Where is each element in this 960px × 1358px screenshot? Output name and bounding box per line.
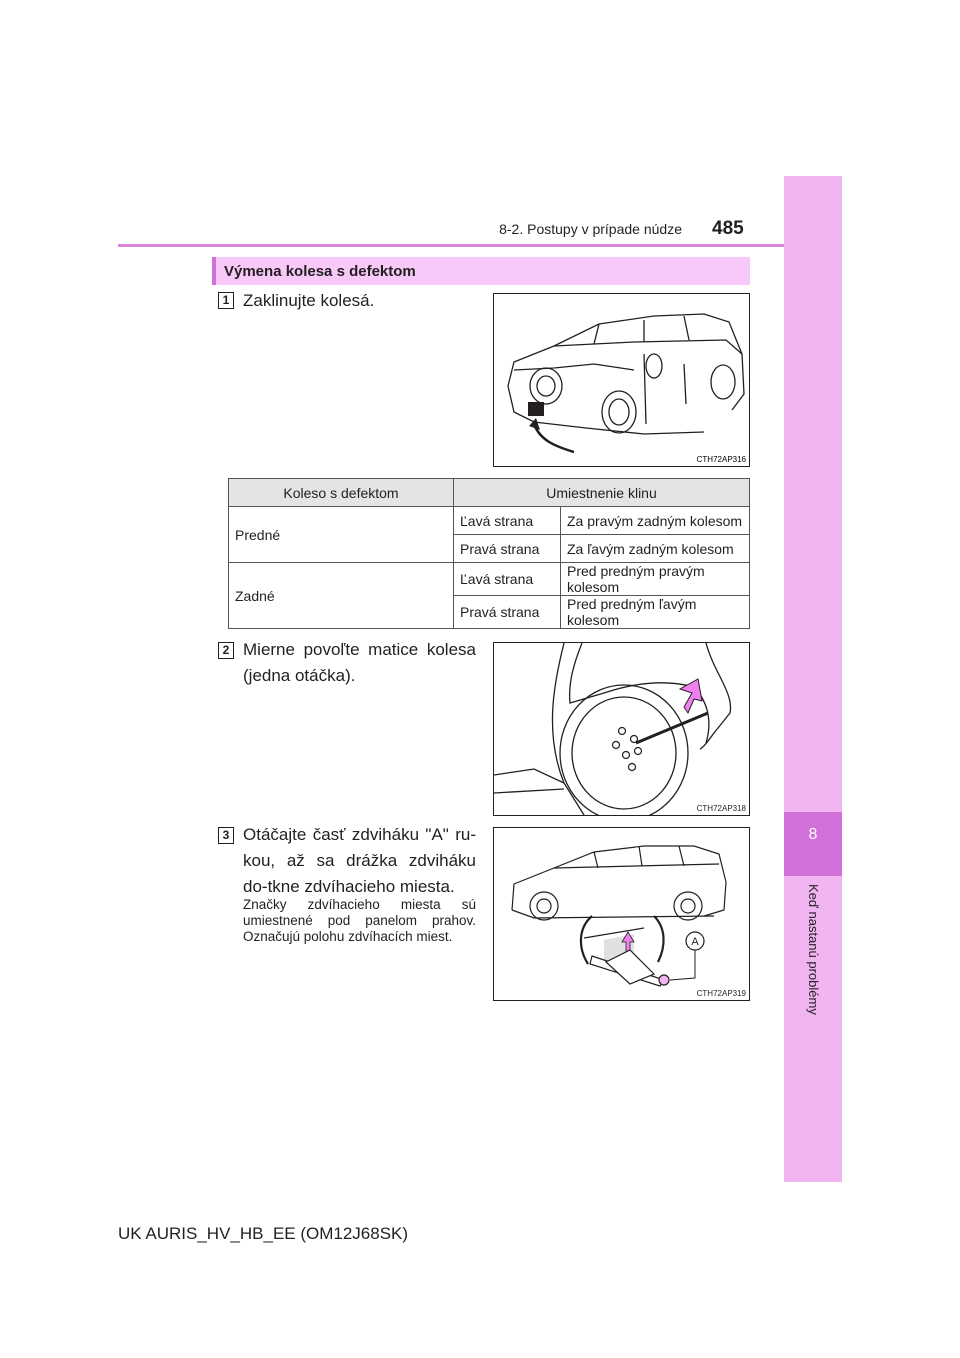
table-row [229,507,750,535]
page-number: 485 [712,218,744,239]
table-header-row [229,479,750,507]
wheel-chock [528,402,544,416]
table-row [229,563,750,596]
figure-chock-wheels [493,293,750,467]
table-cell: Ľavá strana [454,563,561,596]
chapter-number-tab [784,812,842,876]
column-header: Koleso s defektom [229,479,454,507]
figure-code: CTH72AP316 [696,455,746,464]
arrow-icon [581,916,592,964]
figure-loosen-nuts [493,642,750,816]
jack-illustration [494,828,749,1000]
section-title: Výmena kolesa s defektom [224,263,416,280]
chapter-title: Keď nastanú problémy [806,884,821,1015]
arrow-icon [654,916,664,962]
step-1-text: Zaklinujte kolesá. [243,291,375,310]
chapter-number: 8 [808,826,818,843]
document-code: UK AURIS_HV_HB_EE (OM12J68SK) [118,1224,409,1243]
running-header: 8-2. Postupy v prípade núdze [499,221,682,237]
step-2-badge: 2 [218,642,234,659]
lug-nuts [613,728,642,771]
table-cell: Pred predným ľavým kolesom [561,596,750,629]
lug-wrench [636,713,708,743]
wheel-wrench-illustration [494,643,749,815]
figure-jack-points [493,827,750,1001]
table-cell: Za ľavým zadným kolesom [561,535,750,563]
step-3-note: Značky zdvíhacieho miesta sú umiestnené pod panelom prahov. Označujú polohu zdvíhacích miest. [243,897,476,944]
header-rule [118,244,784,247]
step-3-text: Otáčajte časť zdviháku "A" ru-kou, až sa drážka zdviháku do-tkne zdvíhacieho miesta. [243,825,476,896]
chapter-title-vertical [786,884,840,1084]
table-cell: Pravá strana [454,535,561,563]
arrow-icon [534,424,574,452]
step-1-badge: 1 [218,292,234,309]
figure-code: CTH72AP319 [696,989,746,998]
table-cell: Pred predným pravým kolesom [561,563,750,596]
table-cell: Za pravým zadným kolesom [561,507,750,535]
step-2-text: Mierne povoľte matice kolesa (jedna otáčka). [243,640,476,685]
group-label: Zadné [229,563,454,629]
car-chock-illustration [494,294,749,466]
wedge-placement-table [228,478,750,629]
table-cell: Pravá strana [454,596,561,629]
figure-code: CTH72AP318 [696,804,746,813]
callout-label: A [691,936,699,948]
scissor-jack [590,950,669,986]
column-header: Umiestnenie klinu [454,479,750,507]
group-label: Predné [229,507,454,563]
step-3-badge: 3 [218,827,234,844]
table-cell: Ľavá strana [454,507,561,535]
